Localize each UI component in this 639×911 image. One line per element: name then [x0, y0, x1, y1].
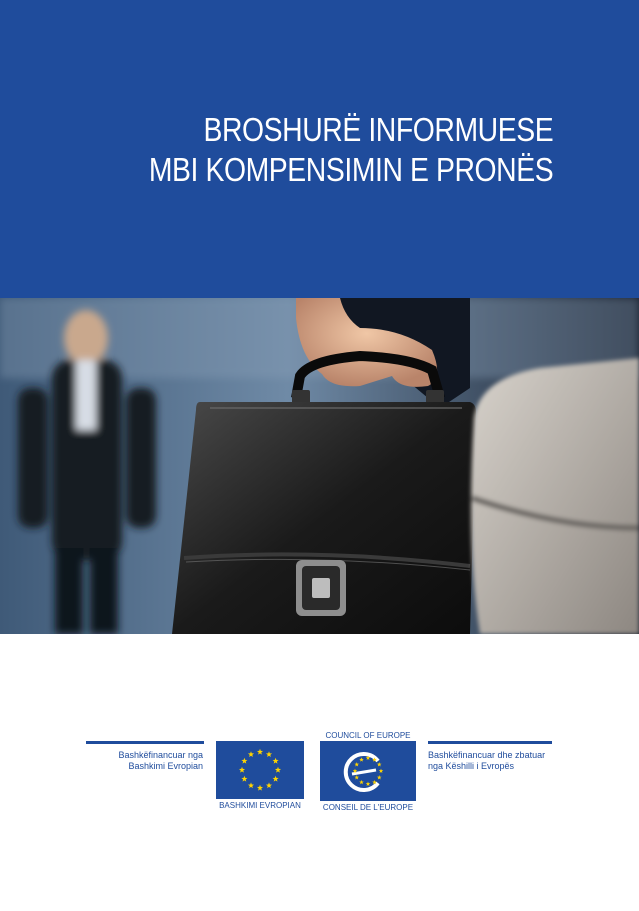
footer-logos [0, 725, 639, 825]
flag-star [377, 762, 382, 766]
left-caption-line-2: Bashkimi Evropian [128, 761, 203, 771]
flag-star [248, 782, 254, 788]
cover-title [149, 110, 553, 190]
eu-label: BASHKIMI EVROPIAN [219, 801, 301, 810]
right-caption-line-1: Bashkëfinancuar dhe zbatuar [428, 750, 546, 760]
flag-star [379, 769, 384, 773]
flag-star [257, 785, 263, 791]
flag-star [377, 775, 382, 779]
right-caption [428, 750, 545, 772]
flag-star [273, 758, 279, 764]
flag-star [241, 776, 247, 782]
flag-star [273, 776, 279, 782]
flag-star [239, 767, 245, 773]
flag-star [257, 749, 263, 755]
flag-star [275, 767, 281, 773]
cover-title-line-2: MBI KOMPENSIMIN E PRONËS [148, 151, 553, 188]
eu-flag-icon [216, 741, 304, 799]
flag-star [266, 751, 272, 757]
council-of-europe-logo-icon [320, 741, 416, 801]
cover-title-block [0, 0, 639, 298]
flag-star [359, 757, 364, 761]
flag-star [359, 780, 364, 784]
coe-label-bottom: CONSEIL DE L'EUROPE [322, 803, 414, 812]
flag-star [366, 782, 371, 786]
cover-title-line-1: BROSHURË INFORMUESE [203, 111, 553, 148]
flag-star [354, 775, 359, 779]
flag-star [354, 762, 359, 766]
left-rule [86, 741, 204, 744]
right-rule [428, 741, 552, 744]
flag-star [266, 782, 272, 788]
flag-star [248, 751, 254, 757]
briefcase-photo [0, 298, 639, 634]
coe-label-top: COUNCIL OF EUROPE [325, 731, 411, 740]
right-caption-line-2: nga Këshilli i Evropës [428, 761, 515, 771]
flag-star [241, 758, 247, 764]
left-caption [118, 750, 203, 772]
left-caption-line-1: Bashkëfinancuar nga [118, 750, 203, 760]
